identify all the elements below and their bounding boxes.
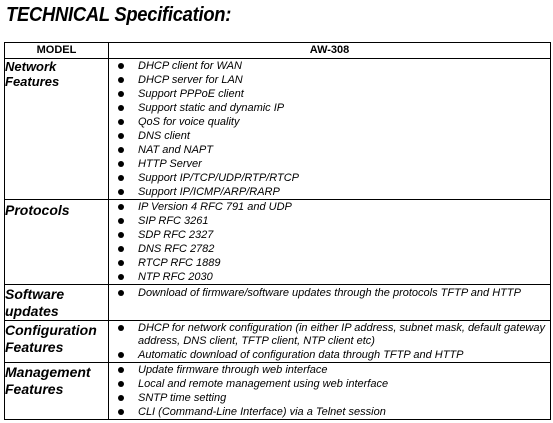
list-item: Support IP/TCP/UDP/RTP/RTCP	[109, 171, 550, 185]
bullet-icon	[118, 381, 124, 387]
row-label-management-features: Management Features	[5, 362, 109, 419]
list-item: SIP RFC 3261	[109, 214, 550, 228]
bullet-icon	[118, 189, 124, 195]
bullet-icon	[118, 232, 124, 238]
bullet-icon	[118, 147, 124, 153]
table-row-network-features	[5, 59, 551, 200]
bullet-icon	[118, 260, 124, 266]
page-title: TECHNICAL Specification:	[6, 4, 232, 26]
bullet-icon	[118, 91, 124, 97]
bullet-icon	[118, 204, 124, 210]
bullet-icon	[118, 246, 124, 252]
table-header-row	[5, 43, 551, 59]
list-item: Local and remote management using web interface	[109, 377, 550, 391]
bullet-icon	[118, 77, 124, 83]
spec-table	[4, 42, 551, 420]
row-items-management-features	[109, 362, 551, 419]
list-item: SNTP time setting	[109, 391, 550, 405]
table-row-configuration-features	[5, 321, 551, 363]
bullet-icon	[118, 105, 124, 111]
row-label-network-features: Network Features	[5, 59, 109, 200]
list-item: Download of firmware/software updates through the protocols TFTP and HTTP	[109, 285, 550, 300]
row-items-network-features	[109, 59, 551, 200]
bullet-icon	[118, 395, 124, 401]
bullet-icon	[118, 175, 124, 181]
list-item: DHCP for network configuration (in either IP address, subnet mask, default gateway address, DNS client, TFTP client, NTP client etc)	[109, 321, 550, 347]
list-item: QoS for voice quality	[109, 115, 550, 129]
model-header: MODEL	[5, 43, 109, 59]
row-items-protocols	[109, 200, 551, 285]
model-value-header: AW-308	[109, 43, 551, 59]
bullet-icon	[118, 119, 124, 125]
row-label-software-updates: Software updates	[5, 285, 109, 321]
list-item: DHCP server for LAN	[109, 73, 550, 87]
bullet-icon	[118, 352, 124, 358]
list-item: NTP RFC 2030	[109, 270, 550, 284]
list-item: SDP RFC 2327	[109, 228, 550, 242]
bullet-icon	[118, 274, 124, 280]
bullet-icon	[118, 218, 124, 224]
list-item: DNS client	[109, 129, 550, 143]
list-item: Automatic download of configuration data through TFTP and HTTP	[109, 347, 550, 362]
bullet-icon	[118, 325, 124, 331]
list-item: Update firmware through web interface	[109, 363, 550, 377]
table-row-software-updates	[5, 285, 551, 321]
list-item: RTCP RFC 1889	[109, 256, 550, 270]
list-item: NAT and NAPT	[109, 143, 550, 157]
list-item: DHCP client for WAN	[109, 59, 550, 73]
list-item: HTTP Server	[109, 157, 550, 171]
bullet-icon	[118, 133, 124, 139]
row-items-software-updates	[109, 285, 551, 321]
list-item: Support IP/ICMP/ARP/RARP	[109, 185, 550, 199]
row-items-configuration-features	[109, 321, 551, 363]
table-row-protocols	[5, 200, 551, 285]
bullet-icon	[118, 63, 124, 69]
list-item: Support static and dynamic IP	[109, 101, 550, 115]
row-label-configuration-features: Configuration Features	[5, 321, 109, 363]
list-item: IP Version 4 RFC 791 and UDP	[109, 200, 550, 214]
row-label-protocols: Protocols	[5, 200, 109, 285]
bullet-icon	[118, 290, 124, 296]
list-item: Support PPPoE client	[109, 87, 550, 101]
list-item: DNS RFC 2782	[109, 242, 550, 256]
bullet-icon	[118, 409, 124, 415]
bullet-icon	[118, 367, 124, 373]
table-row-management-features	[5, 362, 551, 419]
bullet-icon	[118, 161, 124, 167]
list-item: CLI (Command-Line Interface) via a Telnet session	[109, 405, 550, 419]
